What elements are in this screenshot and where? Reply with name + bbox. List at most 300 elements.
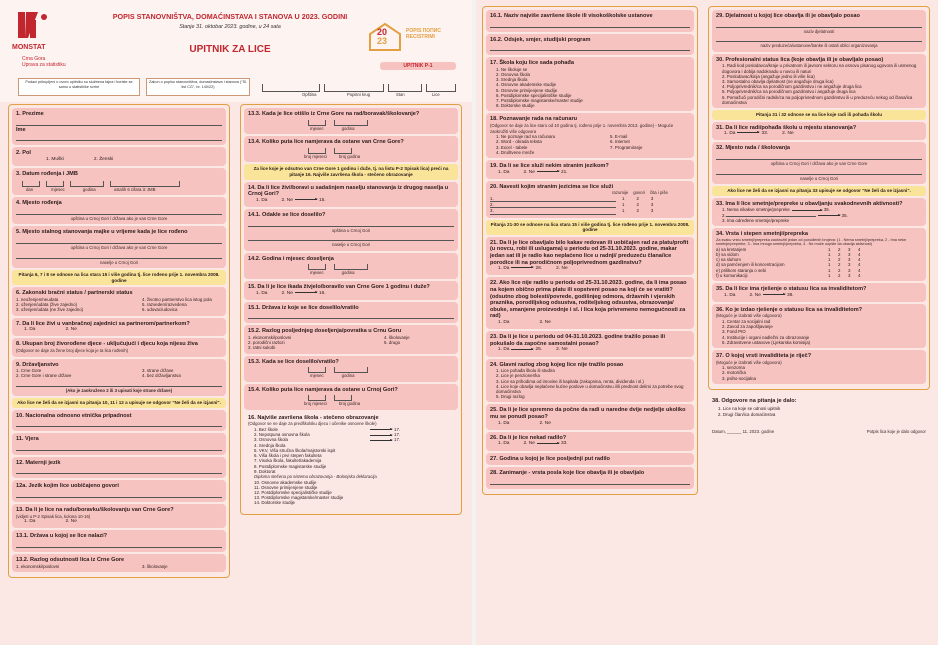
year-label: godina <box>341 125 355 131</box>
issuer-option-5[interactable]: 5. Zdravstvene ustanove (Ljekarska komisija) <box>722 339 811 345</box>
q13-no[interactable]: 2. Ne <box>65 519 77 525</box>
marital-option-4[interactable]: 4. životno partnerstvo lica istog pola <box>142 296 212 302</box>
note-questions-21-30: Pitanja 21-30 se odnose na lica stara 15 i više godina tj. lice rođeno prije 1. novembra 2008. godine <box>486 220 694 235</box>
note-questions-6-8: Pitanja 6, 7 i 8 se odnose na lica stara 15 i više godina tj. lice rođeno prije 1. novembra 2008. godine <box>12 270 226 285</box>
computer-option-5[interactable]: 5. E-mail <box>610 134 628 140</box>
q28-occupation[interactable] <box>486 467 694 489</box>
return-option-5[interactable]: 5. drugo <box>384 340 401 346</box>
q29-sublabel2: naziv preduzeća/ustanove/banke ili ostali oblici organizovanja <box>760 43 878 49</box>
respondent-option-2[interactable]: 2. Drugi član/ica domaćinstva <box>718 411 776 417</box>
edu-option-14[interactable]: 14. Doktorske studije <box>254 500 295 506</box>
note-questions-10-12: Ako lice ne želi da se izjasni na pitanja 10, 11 i 12 a upisuje se odgovor "Ne želi da se izjasni". <box>12 398 226 408</box>
q5-mother-residence[interactable] <box>12 226 226 268</box>
q13-4-stay-abroad[interactable] <box>244 136 458 162</box>
difficulty-row-label: b) sa vidom <box>716 251 739 257</box>
status-option-6[interactable]: 6. Pomažući porodični radnik/ca na poljoprivrednom gazdinstvu ili u preduzeću nekog od člana/ica domaćinstva <box>722 94 913 105</box>
q10-ethnicity[interactable] <box>12 410 226 432</box>
computer-option-6[interactable]: 6. Internet <box>610 139 630 145</box>
q26-no-skip[interactable]: 2. Ne 33. <box>523 441 568 447</box>
q7-no[interactable]: 2. Ne <box>65 327 77 333</box>
difficulty-level[interactable]: 2 <box>838 246 841 252</box>
form-header <box>0 0 472 102</box>
month-label: mjesec <box>310 373 324 379</box>
difficulty-level[interactable]: 2 <box>838 272 841 278</box>
difficulty-row-label: a) sa kretanjem <box>716 246 747 252</box>
reason-option-1[interactable]: 1. Lice pohađa školu ili studira <box>496 368 555 374</box>
q32-sublabel2: naselje u Crnoj Gori <box>800 175 838 181</box>
q13-abroad[interactable] <box>12 504 226 528</box>
difficulty-row-label: d) sa pamćenjem ili koncentracijom <box>716 262 785 268</box>
q23-job-search[interactable] <box>486 331 694 356</box>
q33-label: 33. Ima li lice smetnje/prepreke u obavljanju svakodnevnih aktivnosti? <box>716 200 903 207</box>
census-title: POPIS STANOVNIŠTVA, DOMAĆINSTAVA I STANOVA U 2023. GODINI <box>112 12 348 21</box>
q4-label: 4. Mjesto rođenja <box>16 200 62 207</box>
status-option-2[interactable]: 2. Poslodavac/kinja (angažuje jedno ili više lica) <box>722 73 815 79</box>
q15-1-label: 15.1. Država iz koje se lice doselilo/vratilo <box>248 304 359 311</box>
issuer-option-2[interactable]: 2. Zavod za zapošljavanje <box>722 324 773 330</box>
q26-label: 26. Da li je lice nekad radilo? <box>490 434 567 441</box>
q14-1-sublabel2: naselje u Crnoj Gori <box>332 242 370 248</box>
form-title: UPITNIK ZA LICE <box>189 44 271 55</box>
edu-option-10[interactable]: 10. Osnovne akademske studije <box>254 479 317 485</box>
q16-1-school-name[interactable] <box>486 10 694 32</box>
q13-3-label: 13.3. Kada je lice otišlo iz Crne Gore na rad/boravak/školovanje? <box>248 111 420 117</box>
disability-option-3[interactable]: 3. psiho-socijalna <box>722 375 756 381</box>
edu-option-4[interactable]: 4. Srednja škola <box>254 442 286 448</box>
religion-field[interactable] <box>16 445 222 451</box>
popis-logo-text: POPIS ПОПИС RECISTRIMI <box>406 28 441 40</box>
difficulty-level[interactable]: 2 <box>838 267 841 273</box>
q22-no[interactable]: 2. Ne <box>539 319 551 325</box>
disclaimer-confidential: Podaci prikupljeni u ovom upitniku su službena tajna i koriste se samo u statističke svrhe <box>18 78 140 96</box>
reason-option-3[interactable]: 3. školovanje <box>142 563 168 569</box>
edu-option-8[interactable]: 8. Postdiplomske magistarske studije <box>254 463 327 469</box>
q22-has-job[interactable] <box>486 277 694 329</box>
q31-yes-skip[interactable]: 1. Da 33. <box>724 131 769 137</box>
difficulty-level[interactable]: 4 <box>858 246 861 252</box>
q12-label: 12. Maternji jezik <box>16 459 61 466</box>
difficulty-level[interactable]: 1 <box>828 272 831 278</box>
difficulty-level[interactable]: 1 <box>828 262 831 268</box>
ethnicity-field[interactable] <box>16 421 222 427</box>
bologna-note: Diploma stečena po sistemu obrazovanja - Bolonjska deklaracija <box>254 473 377 479</box>
popis-logo-bottom: 23 <box>377 36 388 46</box>
citizenship-option-4[interactable]: 4. bez državljanstva <box>142 373 181 379</box>
column-4 <box>708 6 930 645</box>
note-questions-31-32: Pitanja 31 i 32 odnose se na lice koje radi ili pohađa školu <box>712 110 926 120</box>
q9-citizenship[interactable] <box>12 359 226 397</box>
computer-option-4[interactable]: 4. Društvene mreže <box>496 149 535 155</box>
respondent-option-1[interactable]: 1. Lice na koje se odnosi upitnik <box>718 406 781 412</box>
year-label: godina <box>341 270 355 276</box>
q10-label: 10. Nacionalna odnosno etnička pripadnost <box>16 412 132 419</box>
school-option-4[interactable]: 4. Osnovne akademske studije <box>496 82 557 88</box>
school-name-field[interactable] <box>490 22 690 28</box>
q16-2-label: 16.2. Odsjek, smjer, studijski program <box>490 36 591 43</box>
q14-2-label: 14.2. Godina i mjesec doseljenja <box>248 255 334 262</box>
q30-label: 30. Profesionalni status lica (koje obavlja ili je obavljalo posao) <box>716 56 884 63</box>
years-label: broj godina <box>338 153 361 159</box>
q25-available[interactable] <box>486 404 694 429</box>
q15-4-stay-plan[interactable] <box>244 384 458 410</box>
mother-residence-field[interactable] <box>16 238 222 244</box>
difficulty-row-label: c) sa sluhom <box>716 257 741 263</box>
q13-label: 13. Da li je lice na radu/boravku/školovanju van Crne Gore? <box>16 507 174 514</box>
return-option-4[interactable]: 4. školovanje <box>384 334 410 340</box>
edu-option-6[interactable]: 6. Viša škola i prvi stepen fakulteta <box>254 453 322 459</box>
spoken-language-field[interactable] <box>16 492 222 498</box>
q24-no-search-reason[interactable] <box>486 359 694 403</box>
computer-option-3[interactable]: 3. Excel - tabele <box>496 144 528 150</box>
name-field[interactable] <box>16 135 222 141</box>
marital-option-6[interactable]: 6. udovac/udovica <box>142 307 178 313</box>
q34-label: 34. Vrsta i stepen smetnji/prepreka <box>716 230 809 237</box>
edu-option-1[interactable]: 1. Bez škole <box>254 427 278 433</box>
q31-label: 31. Da li lice radi/pohađa školu u mjestu stanovanja? <box>716 124 857 131</box>
q16-education[interactable] <box>244 412 458 509</box>
q15-2-return-reason[interactable] <box>244 325 458 353</box>
q21-label: 21. Da li je lice obavljalo bilo kakav redovan ili uobičajen rad za platu/profit (u novcu, robi ili uslugama) u periodu od 25-31.10.2023. godine, makar jedan sat ili je radio kao neplaćeno lice u radnji/ preduzeću člana/ice porodice ili na porodičnom poljoprivrednom gazdinstvu? <box>490 239 689 266</box>
status-option-1[interactable]: 1. Radi kod poslodavca/kraje u privatnom ili javnom sektoru na osnovu pisanog ugovora ili usmenog dogovora i dobija nadoknadu u novcu ili naturi <box>722 63 917 74</box>
difficulty-level[interactable]: 3 <box>848 251 851 257</box>
school-option-5[interactable]: 5. Osnovne primijenjene studije <box>496 87 558 93</box>
q19-no-skip[interactable]: 2. Ne 21. <box>523 169 568 175</box>
q13-2-reason[interactable] <box>12 554 226 572</box>
difficulty-option-1[interactable]: 1. Nema nikakve smetnje/prepreke 35. <box>722 207 830 213</box>
q15-1-origin-country[interactable] <box>244 302 458 324</box>
id-grid[interactable] <box>262 82 462 92</box>
q27-last-work-year[interactable] <box>486 453 694 466</box>
reason-option-2[interactable]: 2. Lice je penzioner/ka <box>496 373 540 379</box>
difficulty-level[interactable]: 4 <box>858 251 861 257</box>
school-option-1[interactable]: 1. Ne školuje se <box>496 66 528 72</box>
citizenship-option-1[interactable]: 1. Crne Gore <box>16 368 42 374</box>
q8-children[interactable] <box>12 338 226 356</box>
q14-2-move-date[interactable] <box>244 253 458 279</box>
q35-disability-status[interactable] <box>712 283 926 302</box>
difficulty-level[interactable]: 3 <box>848 267 851 273</box>
q36-label: 36. Ko je izdao rješenje o statusu lica sa invaliditetom? <box>716 306 863 313</box>
q3-birthdate[interactable] <box>12 168 226 195</box>
q14-no-skip[interactable]: 2. Ne 15. <box>281 197 326 203</box>
q36-sublabel: (Moguće je izabrati više odgovora) <box>716 313 782 319</box>
difficulty-level[interactable]: 4 <box>858 262 861 268</box>
grid-lice[interactable] <box>426 84 456 92</box>
origin-municipality-field[interactable] <box>248 221 454 227</box>
difficulty-option-2[interactable]: 2. 35. <box>722 212 848 218</box>
q29-sublabel1: naziv djelatnosti <box>803 28 835 34</box>
day-label: dan <box>26 186 34 192</box>
edu-option-9[interactable]: 9. Doktorat <box>254 468 276 474</box>
grid-opstina[interactable] <box>262 84 320 92</box>
disability-option-2[interactable]: 2. motorička <box>722 370 746 376</box>
q29-industry[interactable] <box>712 10 926 52</box>
difficulty-row[interactable] <box>716 273 922 278</box>
q13-3-departure[interactable] <box>244 108 458 134</box>
q34-sublabel: Za svaku vrstu smetnji/prepreka zaokružiti jedan od ponuđenih brojeva: (1 - Nema smetnji/prepreka, 2 - Ima neke smetnje/prepreke, 3 - Ima mnogo smetnji/prepreka, 4 - Ne može uopšte da obavlja aktivnost) <box>716 237 907 247</box>
q21-yes-skip[interactable]: 1. Da 28. <box>498 266 543 272</box>
skip-arrow <box>737 132 759 133</box>
years-label: broj godina <box>338 401 361 407</box>
q14-label: 14. Da li lice živi/boravi u sadašnjem naselju stanovanja iz drugog naselja u Crnoj Gori? <box>248 184 449 198</box>
difficulty-level[interactable]: 3 <box>848 272 851 278</box>
q15-no-skip[interactable]: 2. Ne 16. <box>281 290 326 296</box>
q31-no[interactable]: 2. Ne <box>782 131 794 137</box>
difficulty-level[interactable]: 3 <box>848 262 851 268</box>
language-row-2[interactable]: 2. 123 <box>490 202 666 208</box>
q23-yes-skip[interactable]: 1. Da 25. <box>498 347 543 353</box>
study-program-field[interactable] <box>490 45 690 51</box>
school-option-2[interactable]: 2. Osnovna škola <box>496 71 530 77</box>
difficulty-level[interactable]: 3 <box>848 246 851 252</box>
q12a-spoken-language[interactable] <box>12 480 226 502</box>
grid-popisni-krug[interactable] <box>324 84 384 92</box>
q33-difficulties[interactable] <box>712 198 926 226</box>
status-option-4[interactable]: 4. Poljoprivrednik/ca na porodičnom gazdinstvu i ne angažuje druga lica <box>722 84 862 90</box>
q7-cohabitation[interactable] <box>12 318 226 337</box>
q15-3-return-date[interactable] <box>244 356 458 382</box>
reason-option-3[interactable]: 3. Lice sa prihodima od imovine ili kapitala (zakupnina, renta, dividenda i sl.) <box>496 378 644 384</box>
difficulty-level[interactable]: 1 <box>828 246 831 252</box>
difficulty-matrix[interactable] <box>716 247 922 278</box>
q32-sublabel1: opština u Crnoj Gori / država ako je van Crne Gore <box>770 160 868 166</box>
q15-3-label: 15.3. Kada se lice doselilo/vratilo? <box>248 358 339 365</box>
school-option-3[interactable]: 3. Srednja škola <box>496 77 528 83</box>
respondent-section <box>708 392 930 441</box>
q20-label: 20. Navesti kojim stranim jezicima se lice služi <box>490 183 614 190</box>
col-understands: razumije <box>612 190 629 196</box>
q14-1-origin[interactable] <box>244 209 458 251</box>
marital-option-1[interactable]: 1. neoženjen/neudata <box>16 296 59 302</box>
grid-label-stan: Stan <box>396 92 405 97</box>
q34-difficulty-type[interactable] <box>712 228 926 281</box>
q9-label: 9. Državljanstvo <box>16 361 59 368</box>
column-2 <box>240 104 462 645</box>
q4-sublabel: opština u Crnoj Gori / država ako je van Crne Gore <box>70 215 168 221</box>
q15-4-label: 15.4. Koliko puta lice namjerava da ostane u Crnoj Gori? <box>248 386 398 393</box>
return-option-2[interactable]: 2. porodični razlozi <box>248 340 285 346</box>
q18-computer-skills[interactable] <box>486 113 694 158</box>
q22-yes[interactable]: 1. Da <box>498 319 510 325</box>
option-female[interactable]: 2. Ženski <box>93 156 114 162</box>
difficulty-level[interactable]: 2 <box>838 257 841 263</box>
option-male[interactable]: 1. Muški <box>46 156 64 162</box>
reason-option-5[interactable]: 5. Drugi razlog <box>496 394 525 400</box>
q35-no-skip[interactable]: 2. Ne 38. <box>749 292 794 298</box>
q14-internal-migration[interactable] <box>244 182 458 207</box>
q13-1-label: 13.1. Država u kojoj se lice nalazi? <box>16 533 108 540</box>
language-row-1[interactable]: 1. 123 <box>490 195 666 201</box>
skip-arrow <box>295 199 317 200</box>
skip-arrow <box>511 349 533 350</box>
computer-option-1[interactable]: 1. Ne poznaje rad na računaru <box>496 134 556 140</box>
difficulty-level[interactable]: 1 <box>828 251 831 257</box>
col-speaks: govori <box>633 190 645 196</box>
return-option-1[interactable]: 1. ekonomski/poslovni <box>248 334 292 340</box>
q19-yes[interactable]: 1. Da <box>498 169 510 175</box>
work-settlement-field[interactable] <box>716 169 922 175</box>
occupation-field[interactable] <box>490 479 690 485</box>
computer-option-7[interactable]: 7. Programiranje <box>610 144 643 150</box>
disclaimer-law: Zakon o popisu stanovništva, domaćinstava i stanova ("Sl. list CG", br. 140/22) <box>146 78 250 96</box>
q13-2-label: 13.2. Razlog odsutnosti lica iz Crne Gore <box>16 557 125 564</box>
q2-sex[interactable] <box>12 147 226 166</box>
signature-field[interactable]: Potpis lica koje je dalo odgovor <box>866 428 926 434</box>
edu-option-7[interactable]: 7. Visoka škola, fakultet/akademija <box>254 458 322 464</box>
edu-option-12[interactable]: 12. Postdiplomske specijalističke studije <box>254 489 332 495</box>
mother-tongue-field[interactable] <box>16 468 222 474</box>
q31-work-location[interactable] <box>712 122 926 141</box>
q7-yes[interactable]: 1. Da <box>24 327 36 333</box>
q5-label: 5. Mjesto stalnog stanovanja majke u vrijeme kada je lice rođeno <box>16 229 188 236</box>
q35-yes[interactable]: 1. Da <box>724 292 736 298</box>
q19-foreign-language[interactable] <box>486 160 694 179</box>
q16-2-study-program[interactable] <box>486 34 694 56</box>
grid-stan[interactable] <box>388 84 422 92</box>
q13-yes[interactable]: 1. Da <box>24 519 36 525</box>
q4-birthplace[interactable] <box>12 197 226 224</box>
foreign-country-field[interactable] <box>16 381 222 387</box>
q30-professional-status[interactable] <box>712 54 926 108</box>
difficulty-row-label: e) prilikom staranja o sebi <box>716 267 767 273</box>
disability-option-1[interactable]: 1. senzorna <box>722 365 745 371</box>
difficulty-option-3[interactable]: 3. Ima određene smetnje/prepreke <box>722 217 790 223</box>
q12a-label: 12a. Jezik kojim lice uobičajeno govori <box>16 483 119 490</box>
popis-logo <box>368 22 460 52</box>
q22-label: 22. Ako lice nije radilo u periodu od 25-31.10.2023. godine, da li ima posao na kojem obično prima platu ili sopstveni posao na koji će se vratiti? (odsutno zbog bolesti/povrede, godišnjeg odmora, državnih i vjerskih praznika, porodiljskog odsustva, roditeljskog odsustva, obrazovanja/ obuke, smanjene proizvodnje i sl. i lica koja privremeno nemogućnosti za rad) <box>490 280 687 320</box>
q20-languages[interactable] <box>486 181 694 218</box>
org-line2: Uprava za statistiku <box>22 62 66 68</box>
grid-label-krug: Popisni krug <box>347 92 371 97</box>
marital-option-3[interactable]: 3. oženjen/udata (ne žive zajedno) <box>16 307 84 313</box>
q1-surname[interactable] <box>12 108 226 145</box>
reason-option-1[interactable]: 1. ekonomski/poslovni <box>16 563 60 569</box>
issuer-option-3[interactable]: 3. Fond PIO <box>722 329 746 335</box>
employer-field[interactable] <box>716 36 922 42</box>
q35-label: 35. Da li lice ima rješenje o statusu lica sa invaliditetom? <box>716 285 867 292</box>
marital-option-2[interactable]: 2. oženjen/udata (žive zajedno) <box>16 302 78 308</box>
edu-option-5[interactable]: 5. VKV, Viša stručna škola/majstorski ispit <box>254 447 336 453</box>
difficulty-level[interactable]: 2 <box>838 251 841 257</box>
school-option-6[interactable]: 6. Postdiplomske specijalističke studije <box>496 92 572 98</box>
origin-country-field[interactable] <box>248 313 454 319</box>
jmb-label: ostalih 6 cifara iz JMB <box>113 186 156 192</box>
edu-option-2[interactable]: 2. Nepotpuna osnovna škola <box>254 432 310 438</box>
section-education-work <box>482 6 698 495</box>
difficulty-level[interactable]: 1 <box>828 267 831 273</box>
difficulty-level[interactable]: 4 <box>858 267 861 273</box>
q18-sublabel: (Odgovor se daje za lice staro od 10 godina tj. rođeno prije 1. novembra 2013. godine) - Moguće zaokružiti više odgovora <box>490 123 674 134</box>
school-option-8[interactable]: 8. Doktorske studije <box>496 103 535 109</box>
citizenship-option-2[interactable]: 2. Crne Gore i strane države <box>16 373 72 379</box>
q3-label: 3. Datum rođenja i JMB <box>16 170 78 177</box>
months-label: broj mjeseci <box>304 153 327 159</box>
difficulty-level[interactable]: 1 <box>828 257 831 263</box>
date-field[interactable]: Datum, ______ 11. 2023. godine <box>712 428 775 434</box>
q29-label: 29. Djelatnost u kojoj lice obavlja ili je obavljalo posao <box>716 13 860 19</box>
surname-field[interactable] <box>16 120 222 126</box>
q26-yes[interactable]: 1. Da <box>498 441 510 447</box>
q13-sublabel: (vidjeti u P-2 Spisak lica, kolona 10-16) <box>16 513 91 519</box>
work-place-field[interactable] <box>716 154 922 160</box>
census-date: Stanje 31. oktobar 2023. godine, u 24 sata <box>179 24 281 30</box>
q11-religion[interactable] <box>12 433 226 455</box>
q6-marital-status[interactable] <box>12 287 226 315</box>
q38-label: 38. Odgovore na pitanja je dalo: <box>712 397 797 404</box>
q14-yes[interactable]: 1. Da <box>256 197 268 203</box>
skip-arrow <box>295 292 317 293</box>
q37-disability-type[interactable] <box>712 350 926 384</box>
language-row-3[interactable]: 3. 123 <box>490 208 666 214</box>
q1-label: 1. Prezime <box>16 111 44 117</box>
q13-4-label: 13.4. Koliko puta lice namjerava da ostane van Crne Gore? <box>248 139 404 146</box>
skip-arrow <box>537 171 559 172</box>
q15-yes[interactable]: 1. Da <box>256 290 268 296</box>
status-option-3[interactable]: 3. Samostalno obavlja djelatnost (ne angažuje druga lica) <box>722 78 834 84</box>
q24-label: 24. Glavni razlog zbog kojeg lice nije tražilo posao <box>490 361 624 368</box>
org-name <box>22 56 66 68</box>
q36-issuer[interactable] <box>712 304 926 348</box>
country-field[interactable] <box>16 542 222 548</box>
q37-sublabel: (Moguće je izabrati više odgovora) <box>716 359 782 365</box>
mother-settlement-field[interactable] <box>16 253 222 259</box>
q25-no[interactable]: 2. Ne <box>539 420 551 426</box>
q13-1-country[interactable] <box>12 530 226 552</box>
citizenship-option-3[interactable]: 3. strane države <box>142 368 174 374</box>
issuer-option-4[interactable]: 4. Institucije i organi nadležni za obrazovanje <box>722 334 810 340</box>
note-absent-year: Za lice koje je odsutno van Crne Gore 1 godinu i duže, tj. na listu P-2 Spisak lica) preći na pitanje 16. Najviše završena škola - stečeno obrazovanje <box>244 164 458 179</box>
year-label: godina <box>82 186 96 192</box>
birthplace-field[interactable] <box>16 209 222 215</box>
marital-option-5[interactable]: 5. razveden/razvedena <box>142 302 187 308</box>
industry-field[interactable] <box>716 22 922 28</box>
q18-label: 18. Poznavanje rada na računaru <box>490 116 578 123</box>
computer-option-2[interactable]: 2. Word - obrada teksta <box>496 139 542 145</box>
q12-mother-tongue[interactable] <box>12 457 226 479</box>
q15-lived-abroad[interactable] <box>244 281 458 300</box>
q14-1-label: 14.1. Odakle se lice doselilo? <box>248 211 326 218</box>
q23-no[interactable]: 2. Ne <box>556 347 568 353</box>
q27-label: 27. Godina u kojoj je lice posljednji put radilo <box>490 455 610 462</box>
school-option-7[interactable]: 7. Postdiplomske magistarske/master studije <box>496 98 583 103</box>
difficulty-level[interactable]: 4 <box>858 257 861 263</box>
q32-work-place[interactable] <box>712 142 926 184</box>
months-label: broj mjeseci <box>304 401 327 407</box>
issuer-option-1[interactable]: 1. Centar za socijalni rad <box>722 318 771 324</box>
edu-option-11[interactable]: 11. Osnovne primijenjene studije <box>254 484 318 490</box>
origin-settlement-field[interactable] <box>248 235 454 241</box>
q26-ever-worked[interactable] <box>486 432 694 451</box>
difficulty-level[interactable]: 4 <box>858 272 861 278</box>
q25-yes[interactable]: 1. Da <box>498 420 510 426</box>
return-option-3[interactable]: 3. ratni sukobi <box>248 345 276 351</box>
column-1 <box>8 104 230 645</box>
reason-option-4[interactable]: 4. Lice koje obavlja neplaćene kućne poslove u domaćinstvu i/ili prednost delimi za potrebe svog domaćinstva <box>496 383 684 394</box>
difficulty-level[interactable]: 2 <box>838 262 841 268</box>
difficulty-level[interactable]: 3 <box>848 257 851 263</box>
q25-label: 25. Da li je lice spremno da počne da radi u naredne dvije nedjelje ukoliko mu se ponudi posao? <box>490 407 686 420</box>
q16-label: 16. Najviše završena škola - stečeno obrazovanje <box>248 414 379 421</box>
q21-no[interactable]: 2. Ne <box>556 266 568 272</box>
column-3 <box>482 6 698 645</box>
status-option-5[interactable]: 5. Poljoprivrednik/ca na porodičnom gazdinstvu i angažuje druga lica <box>722 89 856 95</box>
edu-option-13[interactable]: 13. Postdiplomske magistarske/master studije <box>254 495 344 501</box>
edu-option-3[interactable]: 3. Osnovna škola <box>254 437 288 443</box>
q37-label: 37. O kojoj vrsti invaliditeta je riječ? <box>716 352 812 359</box>
year-label: godina <box>341 373 355 379</box>
q21-worked[interactable] <box>486 237 694 276</box>
q17-current-school[interactable] <box>486 57 694 111</box>
